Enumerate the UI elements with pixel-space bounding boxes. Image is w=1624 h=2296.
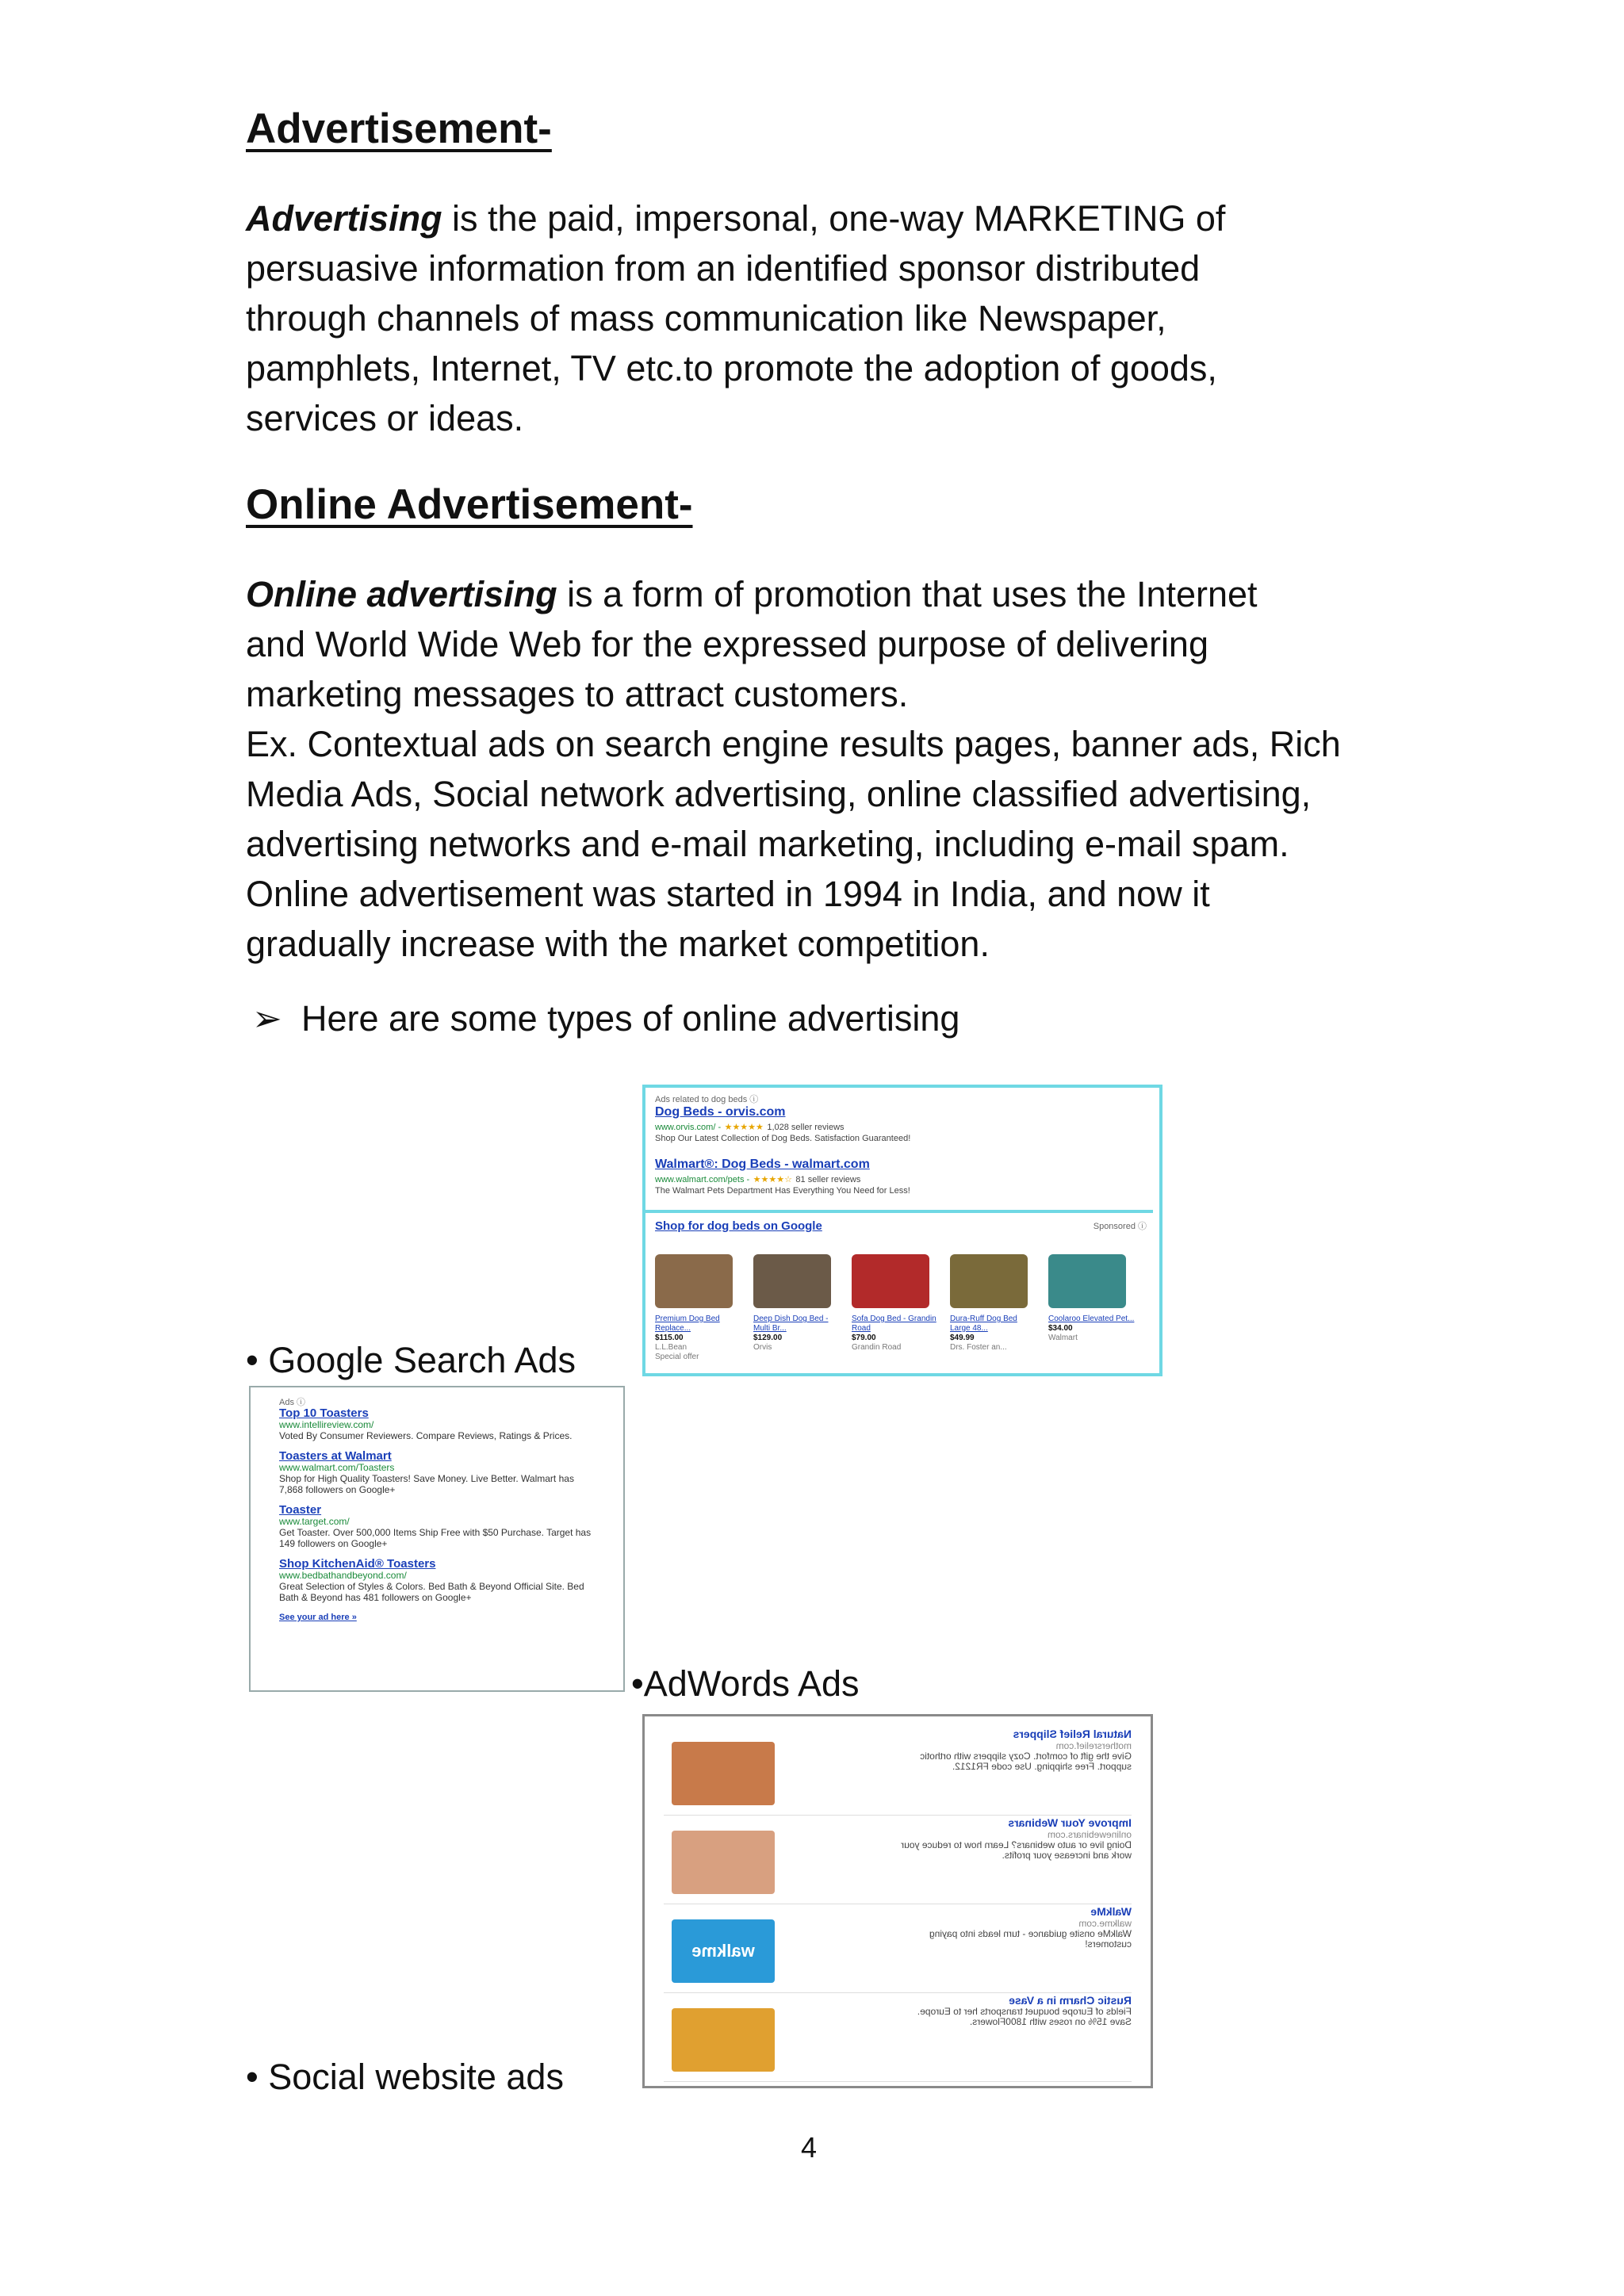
- online-line-3: marketing messages to attract customers.: [246, 674, 909, 714]
- advertisement-line-5: services or ideas.: [246, 398, 524, 438]
- social-ad-image: [672, 2008, 775, 2072]
- ad1-desc: Shop Our Latest Collection of Dog Beds. Satisfaction Guaranteed!: [655, 1134, 911, 1143]
- google-search-ads-image: [642, 1085, 1162, 1376]
- social-ad-title: WalkMe: [1090, 1905, 1132, 1918]
- social-ad-url: mothersrelief.com: [1055, 1740, 1132, 1751]
- social-website-ads-image: [642, 1714, 1153, 2088]
- social-ad-image: walkme: [672, 1919, 775, 1983]
- product-store: Orvis: [753, 1343, 772, 1352]
- social-ad-image: [672, 1742, 775, 1805]
- social-ad-image: [672, 1831, 775, 1894]
- product-item: [852, 1254, 939, 1365]
- advertising-term: Advertising: [246, 198, 442, 239]
- shopping-header: [655, 1219, 1147, 1234]
- product-extra: Special offer: [655, 1353, 699, 1361]
- ad2-desc: The Walmart Pets Department Has Everything You Need for Less!: [655, 1186, 910, 1196]
- social-ad-url: walkme.com: [1078, 1918, 1132, 1929]
- ad1-reviews: 1,028 seller reviews: [767, 1123, 845, 1132]
- social-ads-mirrored: [645, 1716, 1151, 2086]
- product-price: $129.00: [753, 1334, 783, 1342]
- adwords-ad: [279, 1559, 595, 1603]
- social-ad-title: Natural Relief Slippers: [1013, 1728, 1132, 1740]
- ad-desc: Great Selection of Styles & Colors. Bed Bath & Beyond Official Site. Bed Bath & Beyond has 481 followers on Google+: [279, 1581, 584, 1603]
- advertisement-line-1: Advertising is the paid, impersonal, one-way MARKETING of: [246, 198, 1226, 239]
- sponsored-label: Sponsored ⓘ: [1093, 1222, 1147, 1231]
- social-ad: [664, 1905, 1132, 1993]
- product-item: [655, 1254, 742, 1365]
- product-store: Walmart: [1048, 1334, 1078, 1342]
- social-ad-desc: WalkMe onsite guidance - turn leads into paying customers!: [929, 1928, 1132, 1950]
- social-website-ads-caption: • Social website ads: [246, 2057, 564, 2097]
- ad-url: www.target.com/: [279, 1516, 350, 1527]
- online-advertisement-heading: Online Advertisement-: [246, 481, 693, 528]
- product-price: $49.99: [950, 1334, 975, 1342]
- product-image: [1048, 1254, 1126, 1308]
- see-your-ad-link: See your ad here »: [279, 1613, 357, 1622]
- ads-related-label: Ads related to dog beds ⓘ: [655, 1095, 759, 1104]
- advertisement-line-2: persuasive information from an identified sponsor distributed: [246, 248, 1201, 289]
- ad1-title: Dog Beds - orvis.com: [655, 1105, 786, 1119]
- ad-title: Shop KitchenAid® Toasters: [279, 1557, 436, 1571]
- ads-label: Ads ⓘ: [279, 1398, 306, 1407]
- product-list: [655, 1254, 1147, 1365]
- product-item: [1048, 1254, 1136, 1365]
- social-ad: [664, 1994, 1132, 2082]
- online-line-2: and World Wide Web for the expressed purpose of delivering: [246, 624, 1208, 664]
- online-line-4: Ex. Contextual ads on search engine results pages, banner ads, Rich: [246, 724, 1341, 764]
- adwords-ads-caption: •AdWords Ads: [631, 1663, 860, 1704]
- ad2-title: Walmart®: Dog Beds - walmart.com: [655, 1158, 870, 1171]
- social-ad-desc: Give the gift of comfort. Cozy slippers with orthotic support. Free shipping. Use code FR1212.: [920, 1751, 1132, 1772]
- page-number: 4: [801, 2131, 818, 2164]
- product-price: $115.00: [655, 1334, 684, 1342]
- advertisement-paragraph: [246, 193, 1396, 443]
- product-item: [950, 1254, 1037, 1365]
- product-title: Deep Dish Dog Bed - Multi Br...: [753, 1314, 829, 1333]
- product-store: L.L.Bean: [655, 1343, 688, 1352]
- ad2-url: www.walmart.com/pets -: [655, 1175, 750, 1184]
- adwords-ad: [279, 1408, 595, 1441]
- types-bullet-text: Here are some types of online advertising: [301, 998, 960, 1039]
- ad-title: Toaster: [279, 1503, 322, 1517]
- product-image: [950, 1254, 1028, 1308]
- product-title: Sofa Dog Bed - Grandin Road: [852, 1314, 936, 1333]
- shop-label: Shop for dog beds on Google: [655, 1219, 822, 1233]
- social-ad: [664, 1816, 1132, 1904]
- arrow-bullet-icon: ➢: [252, 998, 282, 1039]
- ad-desc: Get Toaster. Over 500,000 Items Ship Free with $50 Purchase. Target has 149 followers on Google+: [279, 1527, 592, 1549]
- types-bullet: [252, 997, 959, 1039]
- product-store: Drs. Foster an...: [950, 1343, 1007, 1352]
- product-title: Coolaroo Elevated Pet...: [1048, 1314, 1135, 1323]
- online-line-7: Online advertisement was started in 1994 in India, and now it: [246, 874, 1210, 914]
- social-ad-title: Rustic Charm in a Vase: [1009, 1994, 1132, 2007]
- advertisement-line-4: pamphlets, Internet, TV etc.to promote the adoption of goods,: [246, 348, 1217, 388]
- ad1-url: www.orvis.com/ -: [655, 1123, 722, 1132]
- social-ad: [664, 1728, 1132, 1816]
- online-advertisement-paragraph: [246, 569, 1396, 969]
- ad2-reviews: 81 seller reviews: [795, 1175, 861, 1184]
- ad-url: www.intellireview.com/: [279, 1419, 374, 1430]
- adwords-ads-image: [249, 1386, 625, 1692]
- social-ad-desc: Doing live or auto webinars? Learn how to reduce your work and increase your profits.: [901, 1839, 1132, 1861]
- ad1-stars: ★★★★★: [724, 1123, 764, 1132]
- google-search-ads-caption: • Google Search Ads: [246, 1340, 576, 1380]
- adwords-ad: [279, 1451, 595, 1495]
- product-title: Premium Dog Bed Replace...: [655, 1314, 720, 1333]
- product-price: $34.00: [1048, 1324, 1073, 1333]
- online-line-1: Online advertising is a form of promotion that uses the Internet: [246, 574, 1258, 614]
- product-store: Grandin Road: [852, 1343, 902, 1352]
- advertisement-heading: Advertisement-: [246, 105, 552, 152]
- social-ad-title: Improve Your Webinars: [1008, 1816, 1132, 1829]
- ad-title: Top 10 Toasters: [279, 1406, 369, 1420]
- online-line-5: Media Ads, Social network advertising, online classified advertising,: [246, 774, 1312, 814]
- product-price: $79.00: [852, 1334, 876, 1342]
- social-ad-desc: Fields of Europe bouquet transports her to Europe. Save 15% on roses with 1800Flowers.: [917, 2006, 1132, 2027]
- ad-desc: Voted By Consumer Reviewers. Compare Reviews, Ratings & Prices.: [279, 1430, 573, 1441]
- social-ad-url: onlinewebinars.com: [1047, 1829, 1132, 1840]
- online-line-6: advertising networks and e-mail marketing, including e-mail spam.: [246, 824, 1289, 864]
- ad-title: Toasters at Walmart: [279, 1449, 392, 1463]
- ad-url: www.walmart.com/Toasters: [279, 1462, 395, 1473]
- product-title: Dura-Ruff Dog Bed Large 48...: [950, 1314, 1017, 1333]
- ad-url: www.bedbathandbeyond.com/: [279, 1570, 407, 1581]
- advertisement-line-3: through channels of mass communication like Newspaper,: [246, 298, 1166, 339]
- product-image: [753, 1254, 831, 1308]
- google-text-ads: [645, 1088, 1153, 1213]
- online-advertising-term: Online advertising: [246, 574, 557, 614]
- online-line-8: gradually increase with the market competition.: [246, 924, 990, 964]
- adwords-ad: [279, 1505, 595, 1549]
- ad-desc: Shop for High Quality Toasters! Save Money. Live Better. Walmart has 7,868 followers on Google+: [279, 1473, 574, 1495]
- product-item: [753, 1254, 841, 1365]
- product-image: [852, 1254, 929, 1308]
- ad2-stars: ★★★★☆: [753, 1175, 792, 1184]
- product-image: [655, 1254, 733, 1308]
